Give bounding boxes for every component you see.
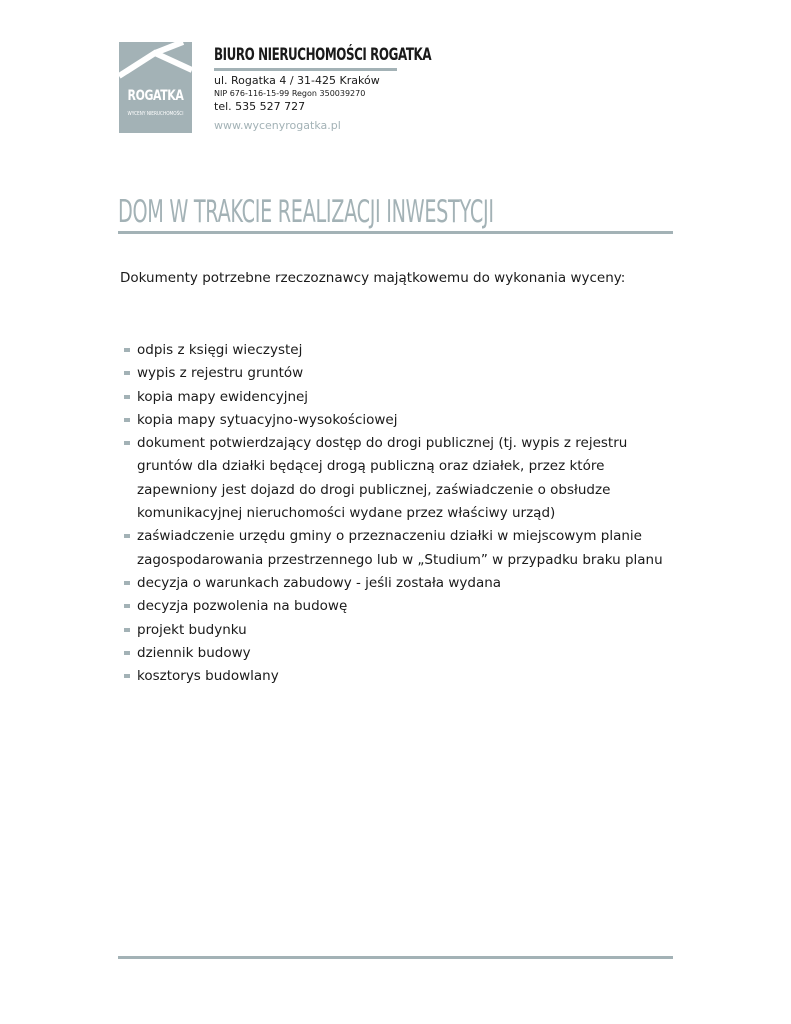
list-item [124, 362, 684, 385]
footer-divider [118, 956, 673, 959]
bullet-icon [124, 604, 130, 608]
bullet-icon [124, 418, 130, 422]
bullet-icon [124, 395, 130, 399]
list-item [124, 665, 684, 688]
company-name: BIURO NIERUCHOMOŚCI ROGATKA [214, 45, 432, 65]
required-documents-list [124, 339, 684, 688]
list-item-text: kosztorys budowlany [137, 668, 279, 685]
bullet-icon [124, 348, 130, 352]
list-item [124, 386, 684, 409]
list-item [124, 572, 684, 595]
bullet-icon [124, 651, 130, 655]
list-item [124, 642, 684, 665]
list-item-text: projekt budynku [137, 621, 247, 638]
bullet-icon [124, 674, 130, 678]
list-item [124, 595, 684, 618]
title-divider [118, 231, 673, 234]
list-item-text: dokument potwierdzający dostęp do drogi publicznej (tj. wypis z rejestru gruntów dla działki będącej drogą publiczną oraz działek, przez które zapewniony jest dojazd do drogi publicznej, zaświadczenie o obsłudze komunikacyjnej nieruchomości wydane przez właściwy urząd) [137, 435, 628, 522]
list-item [124, 409, 684, 432]
company-website-link[interactable]: www.wycenyrogatka.pl [214, 119, 341, 132]
list-item-text: zaświadczenie urzędu gminy o przeznaczeniu działki w miejscowym planie zagospodarowania przestrzennego lub w „Studium” w przypadku braku planu [137, 528, 663, 568]
company-phone: tel. 535 527 727 [214, 100, 306, 113]
list-item-text: wypis z rejestru gruntów [137, 365, 304, 382]
company-nip-regon: NIP 676-116-15-99 Regon 350039270 [214, 89, 366, 98]
company-address: ul. Rogatka 4 / 31-425 Kraków [214, 74, 380, 87]
list-item-text: decyzja pozwolenia na budowę [137, 598, 348, 615]
logo-subtitle: WYCENY NIERUCHOMOŚCI [127, 111, 184, 117]
document-title: DOM W TRAKCIE REALIZACJI INWESTYCJI [118, 194, 494, 230]
list-item-text: dziennik budowy [137, 644, 251, 661]
intro-text: Dokumenty potrzebne rzeczoznawcy majątkowemu do wykonania wyceny: [120, 270, 626, 286]
list-item-text: odpis z księgi wieczystej [137, 342, 303, 358]
list-item [124, 339, 684, 362]
company-name-divider [214, 68, 397, 71]
bullet-icon [124, 581, 130, 585]
list-item-text: kopia mapy ewidencyjnej [137, 388, 309, 405]
company-details [214, 44, 432, 133]
list-item [124, 619, 684, 642]
bullet-icon [124, 371, 130, 375]
bullet-icon [124, 534, 130, 538]
list-item-text: kopia mapy sytuacyjno-wysokościowej [137, 411, 398, 428]
list-item [124, 432, 684, 525]
company-logo [119, 42, 192, 133]
list-item-text: decyzja o warunkach zabudowy - jeśli została wydana [137, 574, 502, 591]
bullet-icon [124, 628, 130, 632]
bullet-icon [124, 441, 130, 445]
list-item [124, 525, 684, 572]
logo-wordmark: ROGATKA [127, 88, 184, 104]
